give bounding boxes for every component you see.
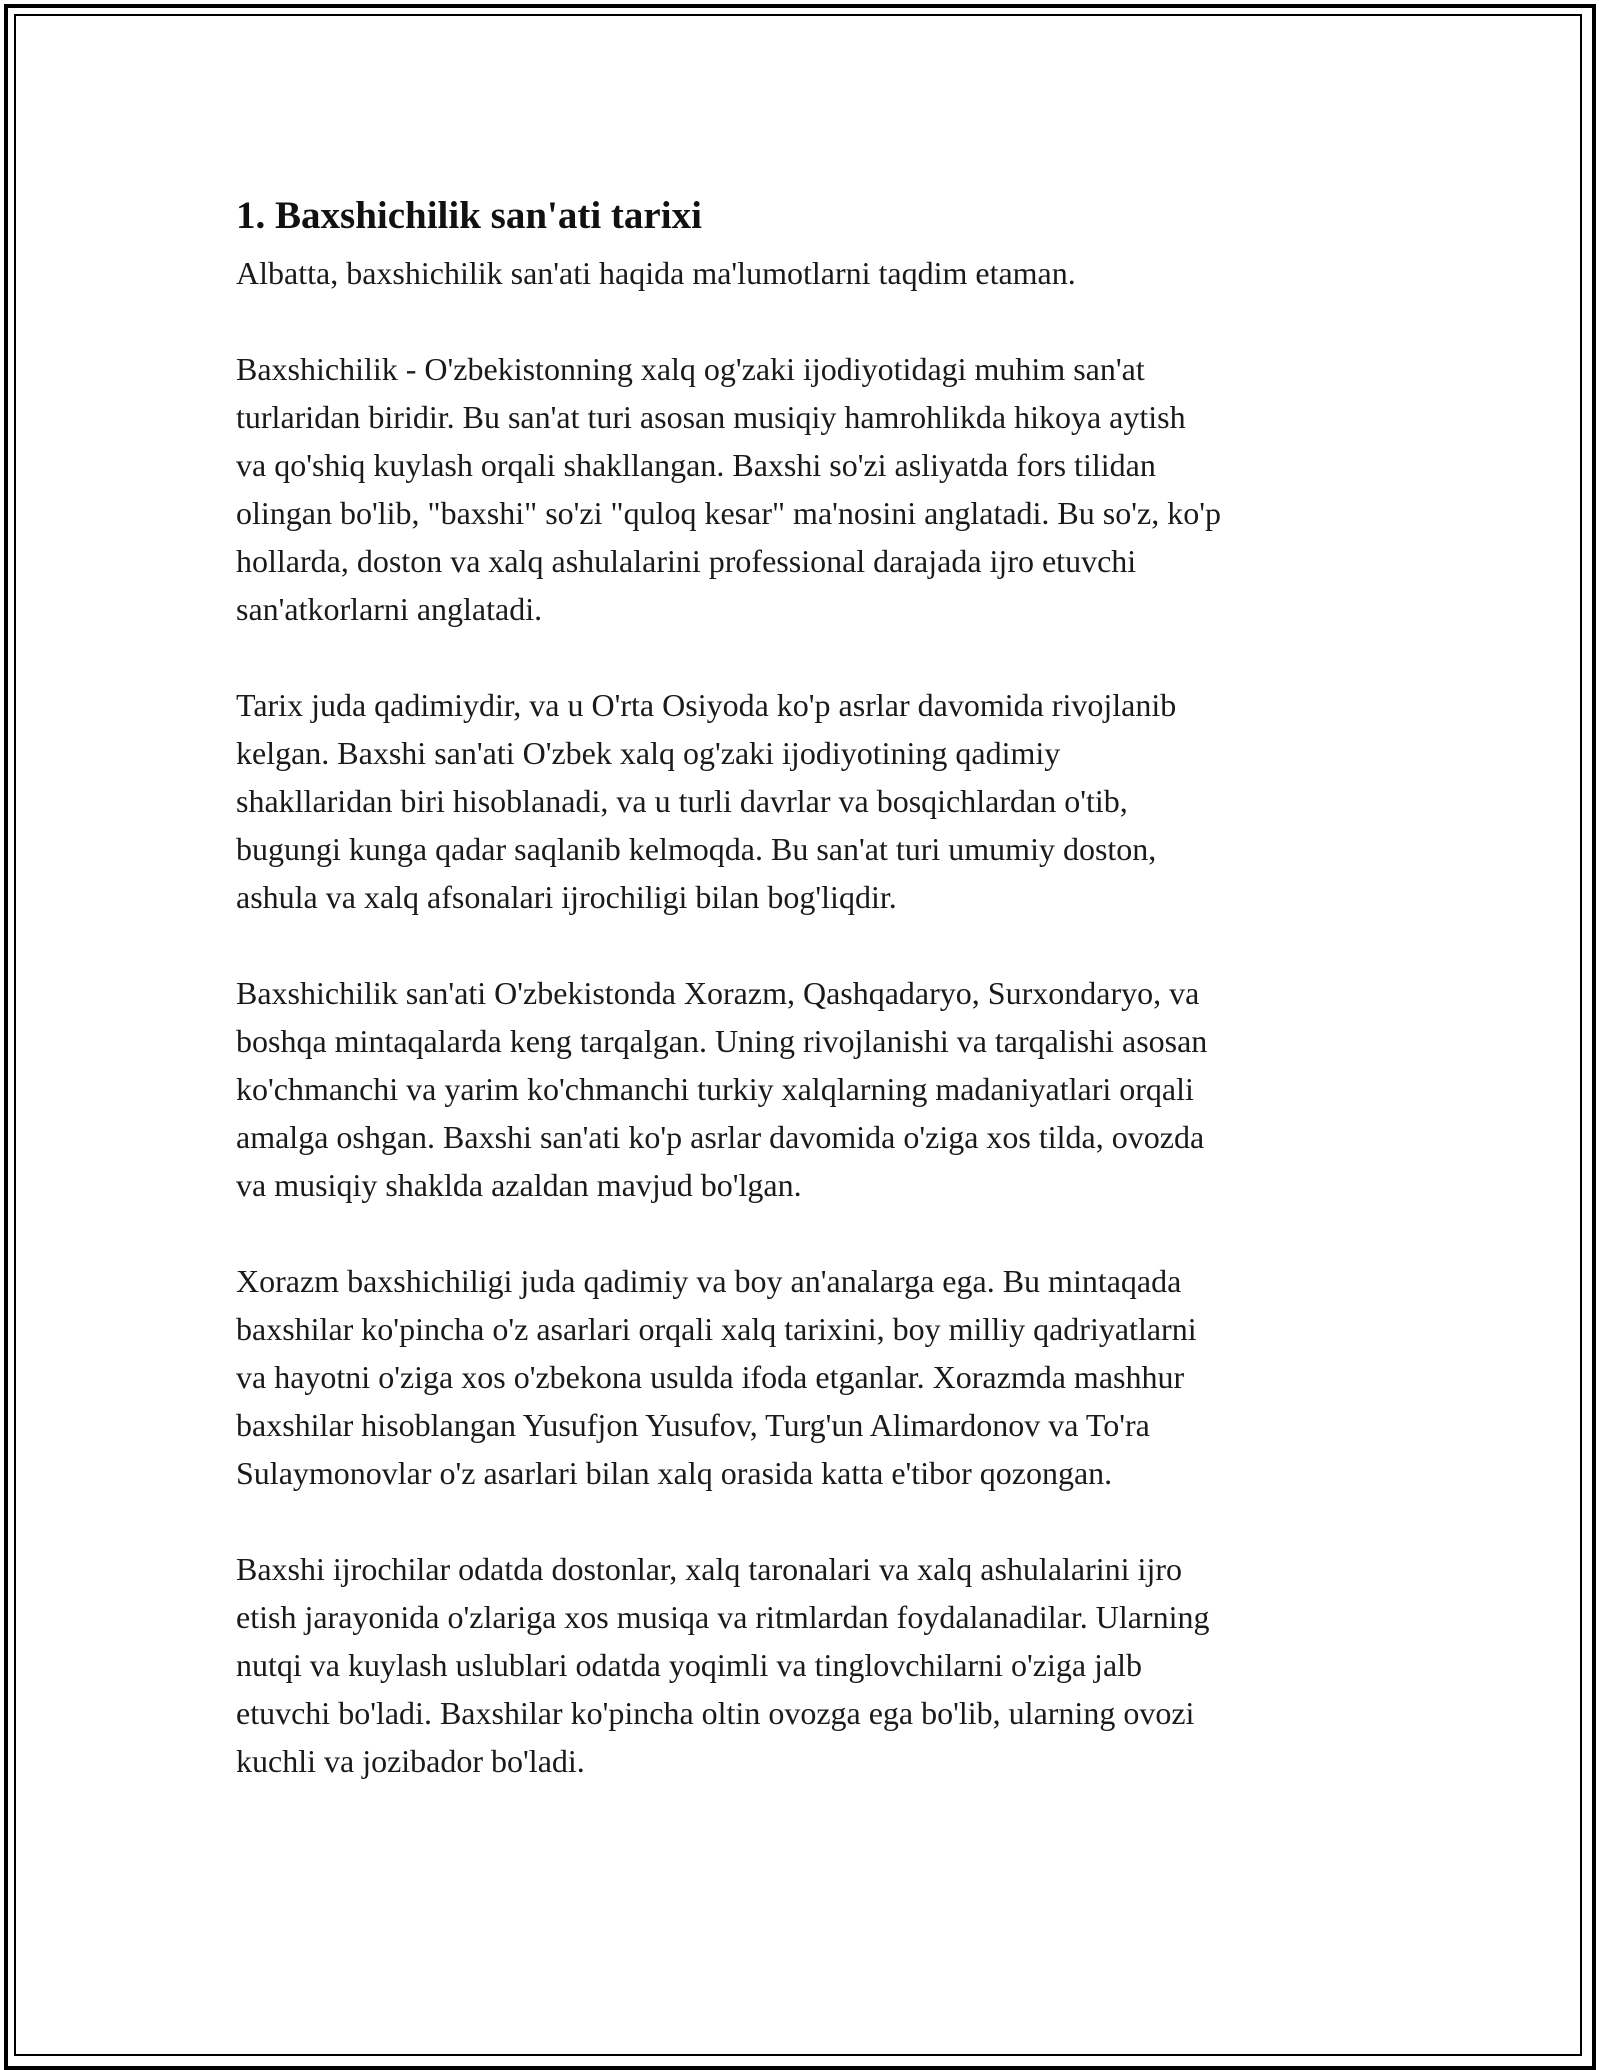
- paragraph-line: etish jarayonida o'zlariga xos musiqa va ritmlardan foydalanadilar. Ularning: [236, 1599, 1210, 1635]
- document-body: [236, 183, 1376, 1833]
- paragraph-line: va hayotni o'ziga xos o'zbekona usulda ifoda etganlar. Xorazmda mashhur: [236, 1359, 1185, 1395]
- paragraph-line: nutqi va kuylash uslublari odatda yoqimli va tinglovchilarni o'ziga jalb: [236, 1647, 1143, 1683]
- paragraph-line: Baxshi ijrochilar odatda dostonlar, xalq taronalari va xalq ashulalarini ijro: [236, 1551, 1182, 1587]
- body-paragraph-1: [236, 345, 1376, 633]
- paragraph-line: olingan bo'lib, "baxshi" so'zi "quloq kesar" ma'nosini anglatadi. Bu so'z, ko'p: [236, 495, 1221, 531]
- paragraph-line: boshqa mintaqalarda keng tarqalgan. Uning rivojlanishi va tarqalishi asosan: [236, 1023, 1208, 1059]
- paragraph-line: kuchli va jozibador bo'ladi.: [236, 1743, 585, 1779]
- intro-paragraph: Albatta, baxshichilik san'ati haqida ma'lumotlarni taqdim etaman.: [236, 255, 1076, 291]
- paragraph-line: ashula va xalq afsonalari ijrochiligi bilan bog'liqdir.: [236, 879, 897, 915]
- paragraph-line: kelgan. Baxshi san'ati O'zbek xalq og'zaki ijodiyotining qadimiy: [236, 735, 1061, 771]
- paragraph-line: ko'chmanchi va yarim ko'chmanchi turkiy xalqlarning madaniyatlari orqali: [236, 1071, 1194, 1107]
- body-paragraph-5: [236, 1545, 1376, 1785]
- paragraph-line: Sulaymonovlar o'z asarlari bilan xalq orasida katta e'tibor qozongan.: [236, 1455, 1113, 1491]
- paragraph-line: shakllaridan biri hisoblanadi, va u turli davrlar va bosqichlardan o'tib,: [236, 783, 1128, 819]
- paragraph-line: va qo'shiq kuylash orqali shakllangan. Baxshi so'zi asliyatda fors tilidan: [236, 447, 1156, 483]
- paragraph-line: Tarix juda qadimiydir, va u O'rta Osiyoda ko'p asrlar davomida rivojlanib: [236, 687, 1177, 723]
- paragraph-line: hollarda, doston va xalq ashulalarini professional darajada ijro etuvchi: [236, 543, 1137, 579]
- paragraph-line: amalga oshgan. Baxshi san'ati ko'p asrlar davomida o'ziga xos tilda, ovozda: [236, 1119, 1205, 1155]
- paragraph-line: turlaridan biridir. Bu san'at turi asosan musiqiy hamrohlikda hikoya aytish: [236, 399, 1186, 435]
- paragraph-line: Xorazm baxshichiligi juda qadimiy va boy an'analarga ega. Bu mintaqada: [236, 1263, 1182, 1299]
- paragraph-line: san'atkorlarni anglatadi.: [236, 591, 543, 627]
- paragraph-line: Baxshichilik san'ati O'zbekistonda Xorazm, Qashqadaryo, Surxondaryo, va: [236, 975, 1200, 1011]
- paragraph-line: etuvchi bo'ladi. Baxshilar ko'pincha oltin ovozga ega bo'lib, ularning ovozi: [236, 1695, 1195, 1731]
- paragraph-line: baxshilar hisoblangan Yusufjon Yusufov, Turg'un Alimardonov va To'ra: [236, 1407, 1150, 1443]
- paragraph-line: Baxshichilik - O'zbekistonning xalq og'zaki ijodiyotidagi muhim san'at: [236, 351, 1145, 387]
- body-paragraph-3: [236, 969, 1376, 1209]
- paragraph-list: [236, 345, 1376, 1785]
- paragraph-line: baxshilar ko'pincha o'z asarlari orqali xalq tarixini, boy milliy qadriyatlarni: [236, 1311, 1197, 1347]
- paragraph-line: va musiqiy shaklda azaldan mavjud bo'lgan.: [236, 1167, 802, 1203]
- body-paragraph-2: [236, 681, 1376, 921]
- section-heading: 1. Baxshichilik san'ati tarixi: [236, 194, 702, 237]
- body-paragraph-4: [236, 1257, 1376, 1497]
- paragraph-line: bugungi kunga qadar saqlanib kelmoqda. Bu san'at turi umumiy doston,: [236, 831, 1157, 867]
